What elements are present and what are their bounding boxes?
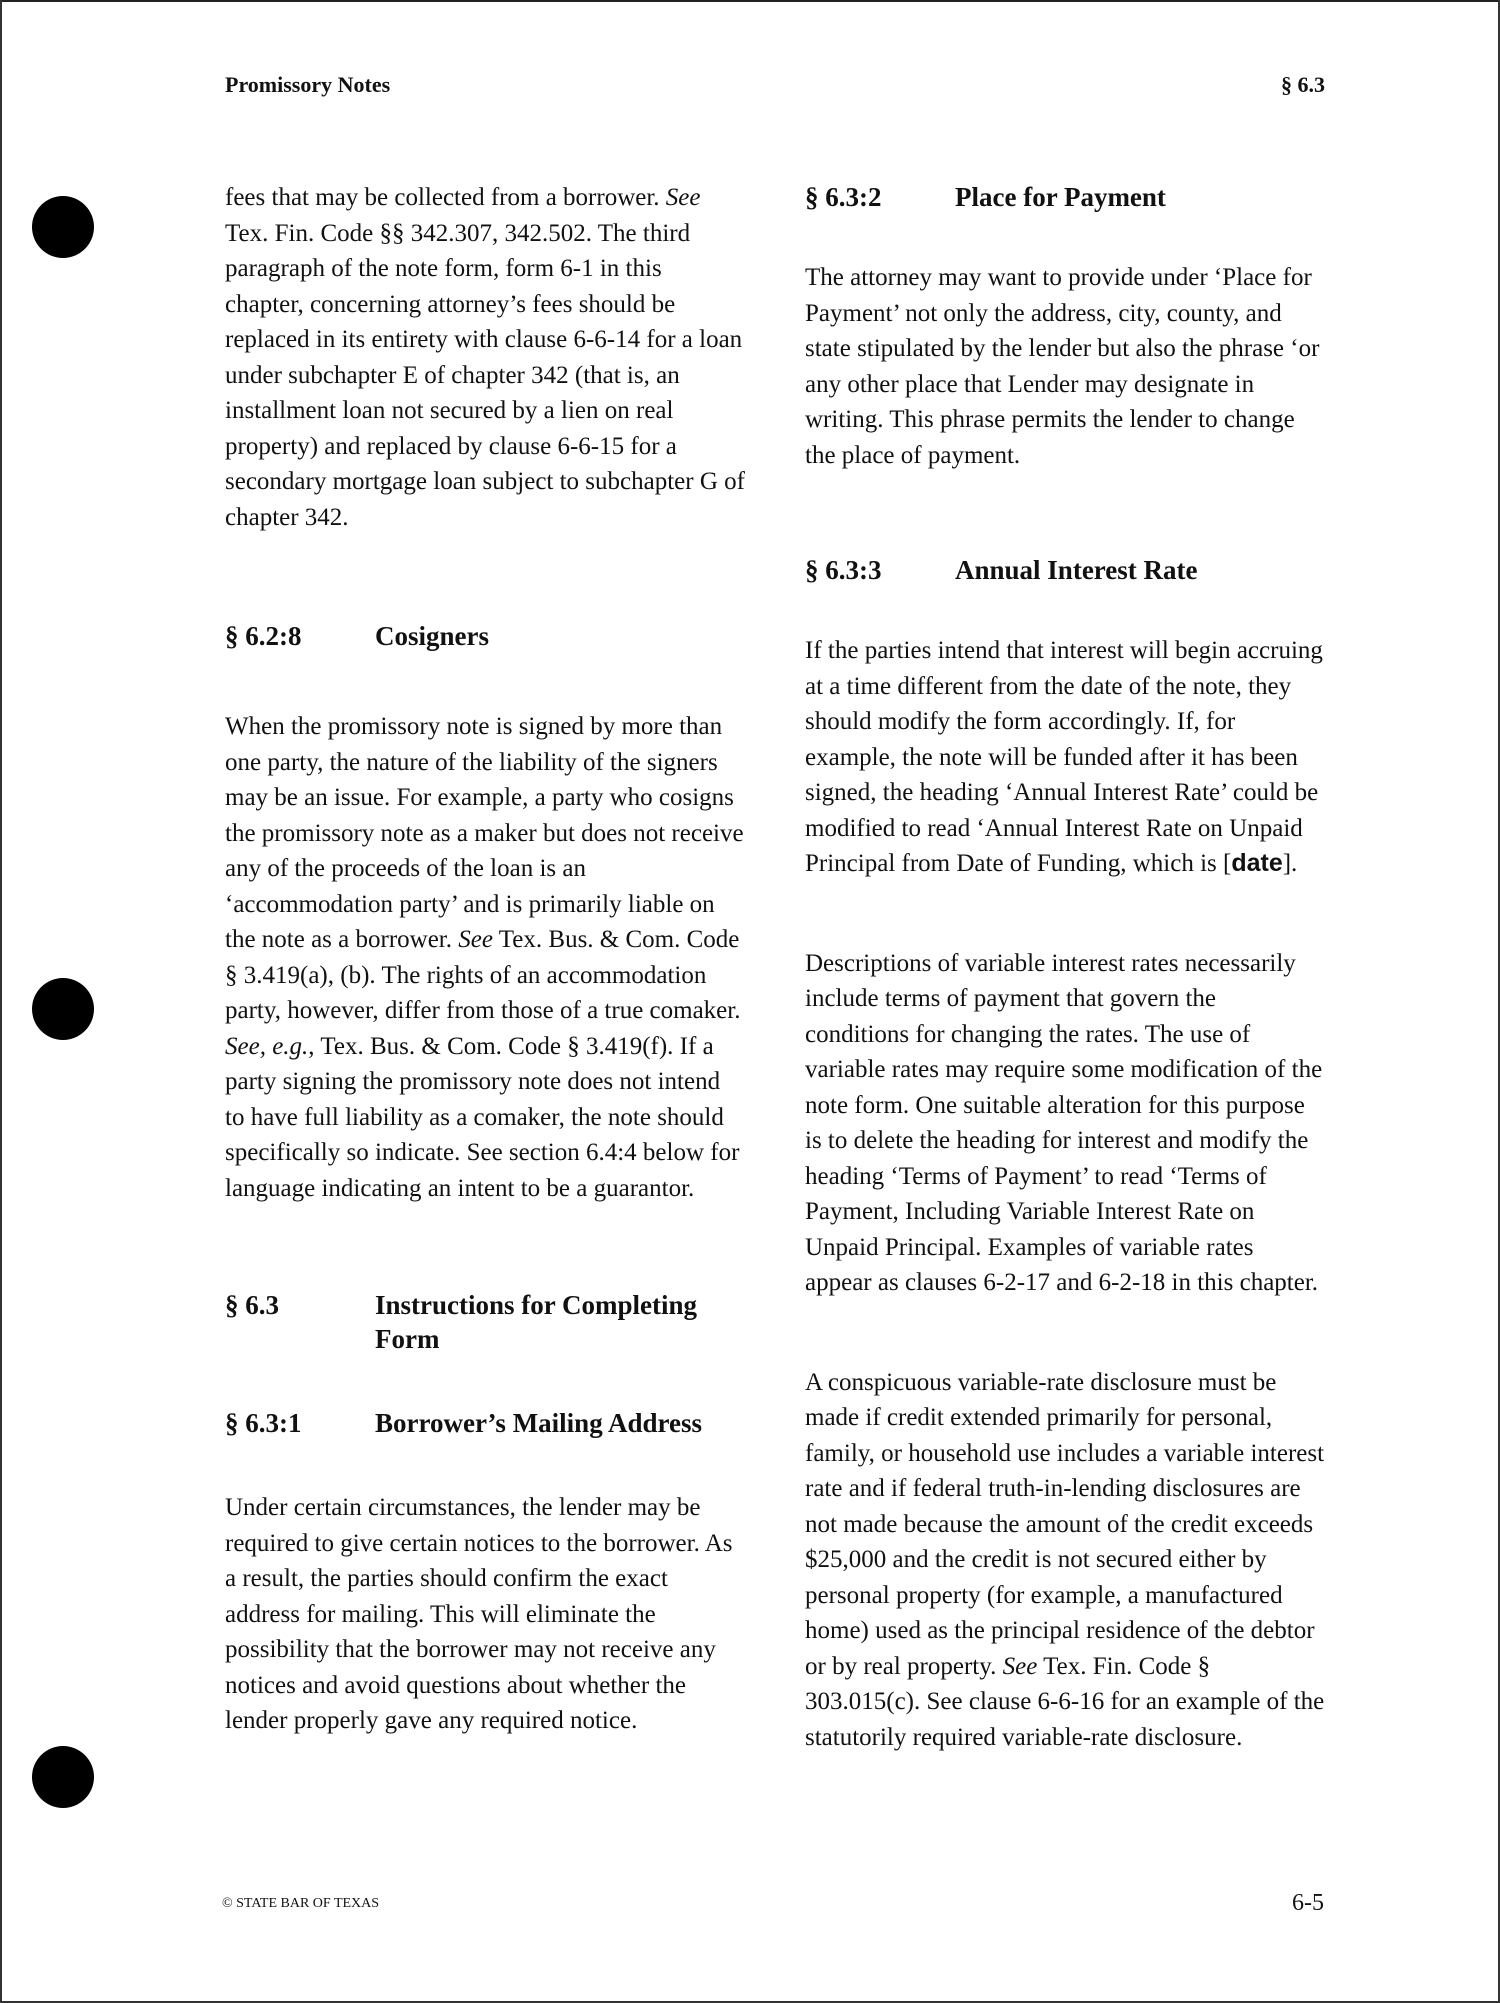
running-header-title: Promissory Notes	[225, 72, 391, 97]
citation-signal: See	[458, 926, 493, 953]
heading-title: Borrower’s Mailing Address	[375, 1408, 702, 1438]
scan-edge-top	[0, 0, 1500, 2]
text-run: A conspicuous variable-rate disclosure must be made if credit extended primarily for personal, family, or household use includes a variable interest rate and if federal truth-in-lending disclosures are not made because the amount of the credit exceeds $25,000 and the credit is not secured either by personal property (for example, a manufactured home) used as the principal residence of the debtor or by real property.	[805, 1368, 1325, 1680]
heading-title: Annual Interest Rate	[955, 555, 1198, 585]
text-run: Tex. Fin. Code §§ 342.307, 342.502. The third paragraph of the note form, form 6-1 in this chapter, concerning attorney’s fees should be replaced in its entirety with clause 6-6-14 for a loan under subchapter E of chapter 342 (that is, an installment loan not secured by a lien on real property) and replaced by clause 6-6-15 for a secondary mortgage loan subject to subchapter G of chapter 342.	[225, 219, 745, 531]
binder-hole-middle	[32, 978, 94, 1040]
place-paragraph	[805, 260, 1325, 473]
text-run: Tex. Bus. & Com. Code § 3.419(a), (b). The rights of an accommodation party, however, differ from those of a true comaker.	[225, 926, 741, 1024]
mailing-paragraph	[225, 1490, 745, 1739]
text-run: The attorney may want to provide under ‘Place for Payment’ not only the address, city, county, and state stipulated by the lender but also the phrase ‘or any other place that Lender may designate in writing. This phrase permits the lender to change the place of payment.	[805, 264, 1320, 469]
text-run: When the promissory note is signed by more than one party, the nature of the liability of the signers may be an issue. For example, a party who cosigns the promissory note as a maker but does not receive any of the proceeds of the loan is an ‘accommodation party’ and is primarily liable on the note as a borrower.	[225, 713, 744, 953]
heading-number: § 6.3:1	[225, 1408, 302, 1438]
heading-title: Instructions for Completing Form	[375, 1290, 698, 1354]
cosigners-paragraph	[225, 709, 745, 1206]
running-header-section: § 6.3	[1281, 72, 1325, 97]
text-run: fees that may be collected from a borrower.	[225, 184, 666, 211]
heading-place-for-payment	[805, 180, 1325, 214]
placeholder-term: date	[1231, 849, 1283, 877]
text-run: If the parties intend that interest will begin accruing at a time different from the date of the note, they should modify the form accordingly. If, for example, the note will be funded after it has been signed, the heading ‘Annual Interest Rate’ could be modified to read ‘Annual Interest Rate on Unpaid Principal from Date of Funding, which is [	[805, 637, 1323, 877]
heading-number: § 6.3	[225, 1290, 279, 1320]
heading-title: Cosigners	[375, 621, 489, 651]
citation-signal: See	[1002, 1652, 1038, 1680]
binder-hole-top	[32, 196, 94, 258]
binder-hole-bottom	[32, 1746, 94, 1808]
heading-title: Place for Payment	[955, 182, 1166, 212]
text-run: ].	[1282, 850, 1298, 877]
text-run: Tex. Fin. Code § 303.015(c). See clause 6-6-16 for an example of the statutorily required variable-rate disclosure.	[805, 1652, 1325, 1751]
left-column	[225, 180, 745, 1739]
text-run: , Tex. Bus. & Com. Code § 3.419(f). If a party signing the promissory note does not intend to have full liability as a comaker, the note should specifically so indicate. See section 6.4:4 below for language indicating an intent to be a guarantor.	[225, 1032, 740, 1202]
running-header	[225, 72, 1325, 98]
disclosure-paragraph	[805, 1365, 1325, 1756]
heading-cosigners	[225, 619, 745, 653]
text-run: Under certain circumstances, the lender may be required to give certain notices to the borrower. As a result, the parties should confirm the exact address for mailing. This will eliminate the possibility that the borrower may not receive any notices and avoid questions about whether the lender properly gave any required notice.	[225, 1494, 733, 1734]
right-column	[805, 180, 1325, 1755]
heading-number: § 6.2:8	[225, 621, 302, 651]
rate-paragraph	[805, 633, 1325, 882]
citation-signal: See	[665, 184, 701, 211]
intro-paragraph	[225, 180, 745, 535]
heading-annual-interest-rate	[805, 553, 1325, 587]
heading-instructions	[225, 1288, 745, 1356]
variable-rate-paragraph	[805, 946, 1325, 1301]
scan-edge-left	[0, 0, 2, 2003]
heading-number: § 6.3:3	[805, 555, 882, 585]
citation-signal: See, e.g.	[225, 1032, 309, 1060]
text-run: Descriptions of variable interest rates necessarily include terms of payment that govern the conditions for changing the rates. The use of variable rates may require some modification of the note form. One suitable alteration for this purpose is to delete the heading for interest and modify the heading ‘Terms of Payment’ to read ‘Terms of Payment, Including Variable Interest Rate on Unpaid Principal. Examples of variable rates appear as clauses 6-2-17 and 6-2-18 in this chapter.	[805, 949, 1323, 1296]
heading-number: § 6.3:2	[805, 182, 882, 212]
heading-mailing-address	[225, 1406, 745, 1440]
footer-page-number: 6-5	[1292, 1890, 1324, 1916]
footer-copyright: © STATE BAR OF TEXAS	[222, 1896, 380, 1911]
